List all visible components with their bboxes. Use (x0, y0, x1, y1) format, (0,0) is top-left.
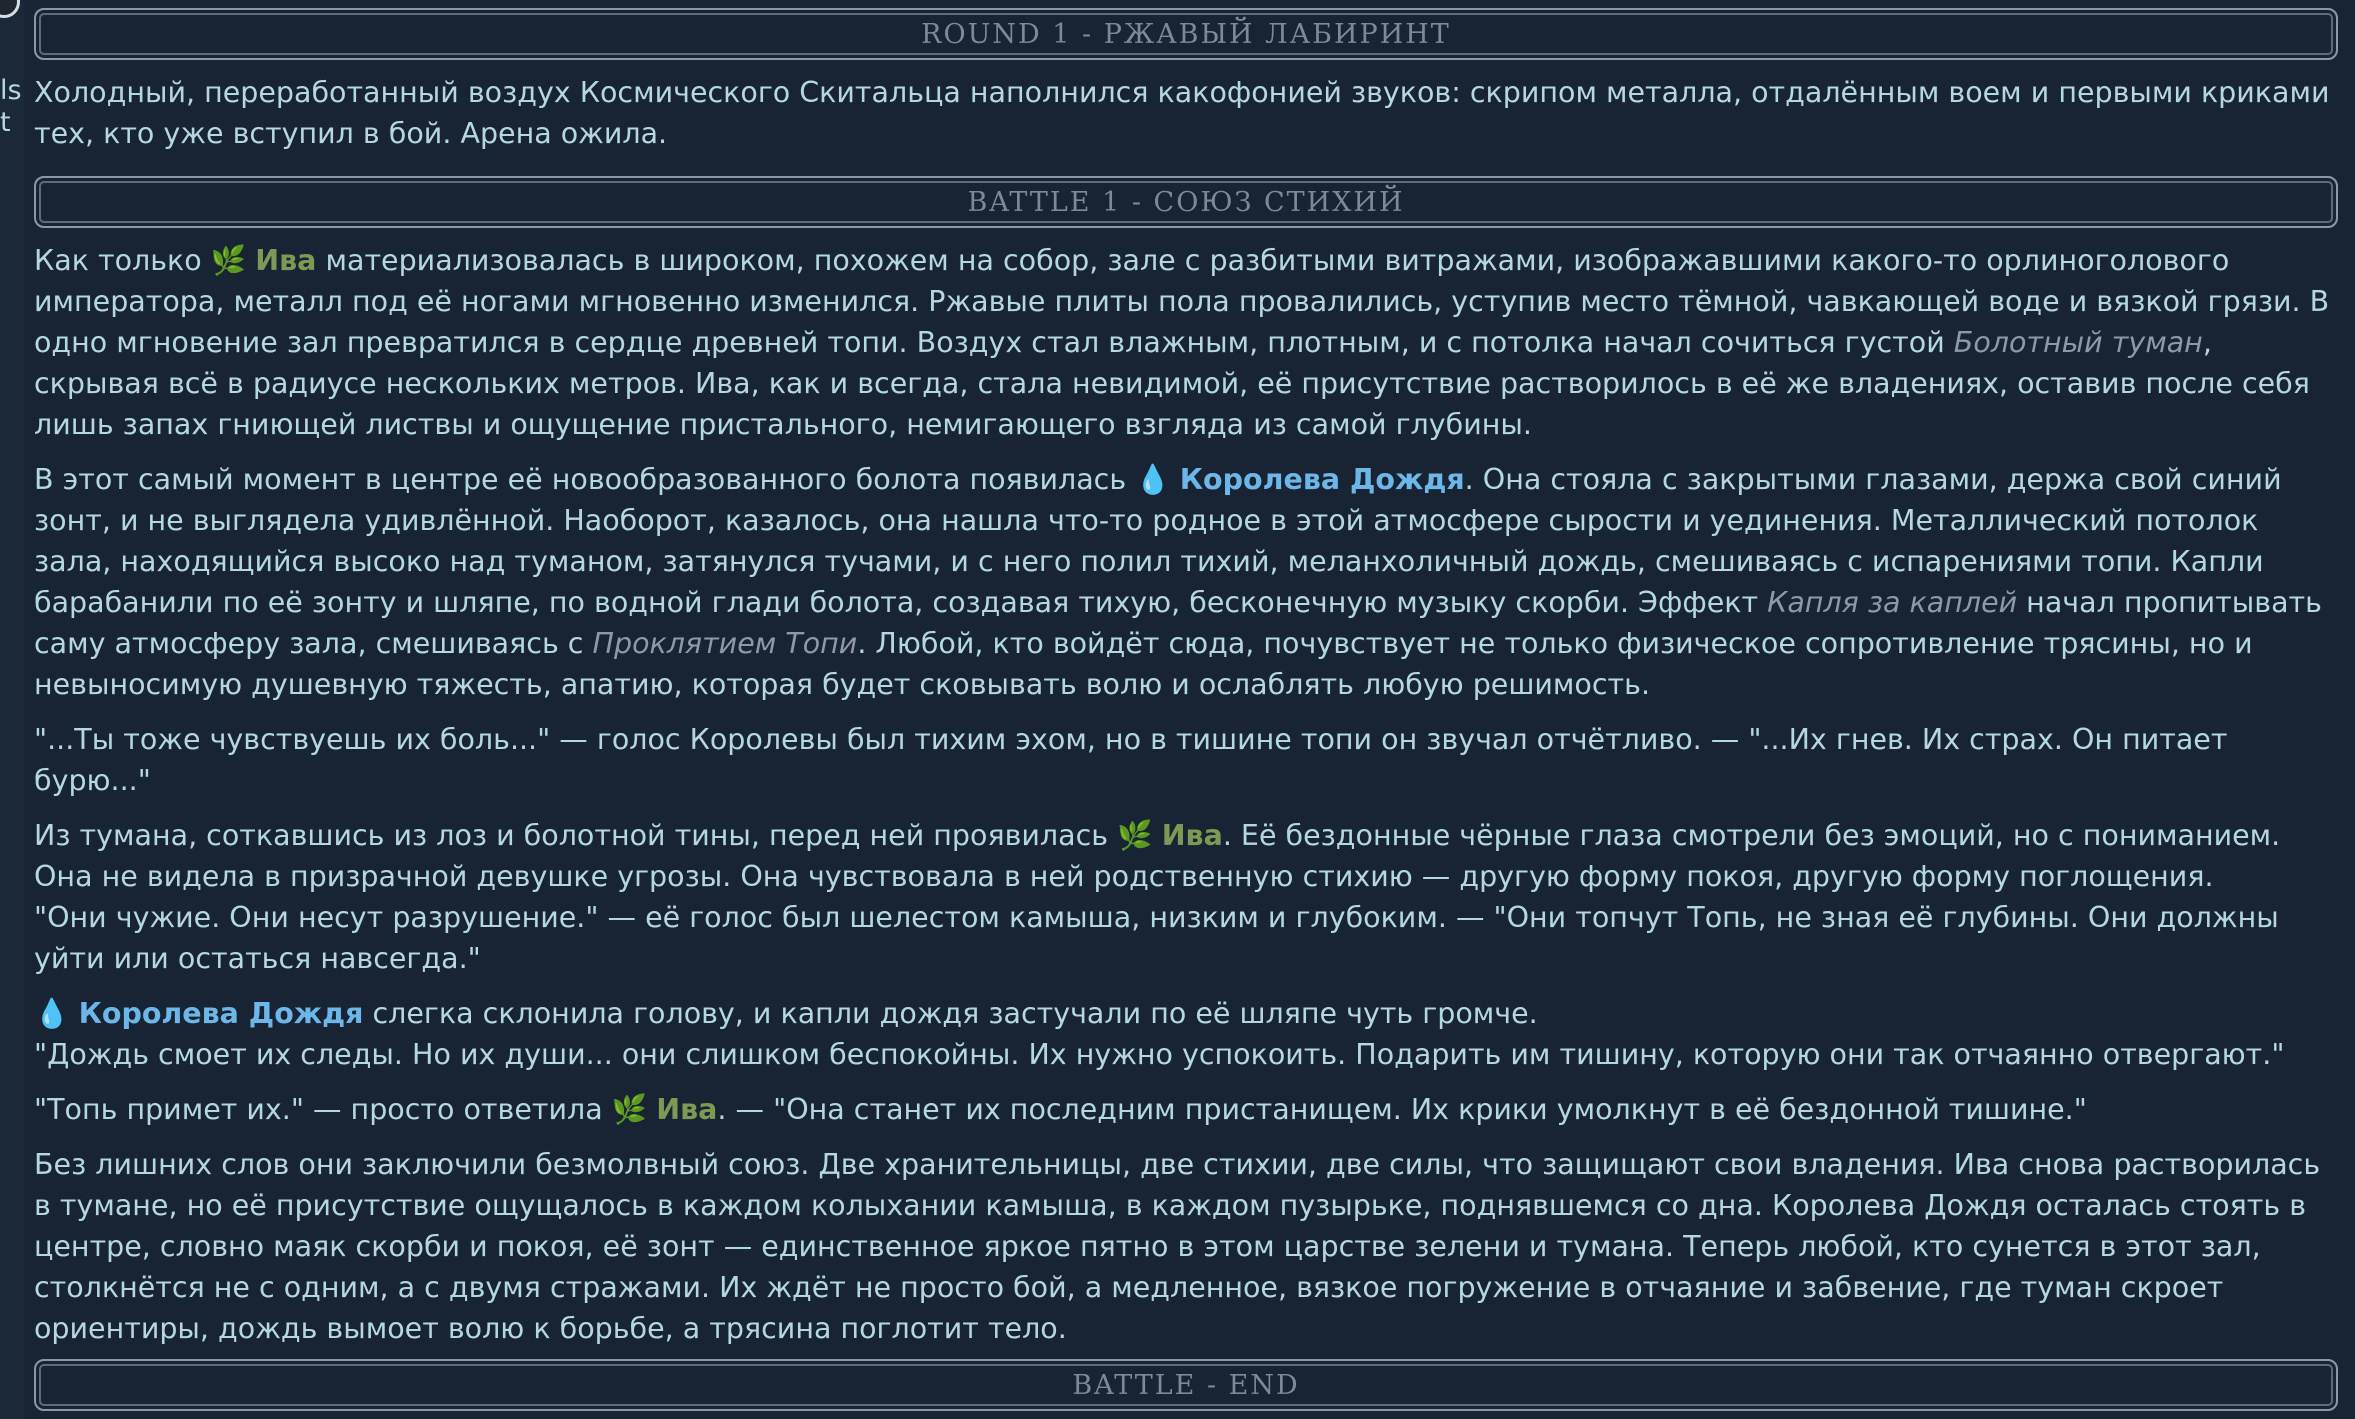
leaf-icon: 🌿 (210, 244, 247, 277)
hero-name-willow[interactable]: Ива (1161, 819, 1223, 852)
text-span: Из тумана, соткавшись из лоз и болотной тины, перед ней проявилась (34, 819, 1118, 852)
battle-end-banner: BATTLE - END (34, 1359, 2338, 1411)
left-text-fragment: ls (0, 75, 22, 106)
text-span: . Её бездонные чёрные глаза смотрели без эмоций, но с пониманием. Она не видела в призрачной девушке угрозы. Она чувствовала в ней родственную стихию — другую форму покоя, другую форму поглощения. (34, 819, 2281, 893)
effect-swamp-fog[interactable]: Болотный туман (1953, 326, 2203, 359)
text-span: Как только (34, 244, 211, 277)
text-span: материализовалась в широком, похожем на собор, зале с разбитыми витражами, изображавшими какого-то орлиноголового императора, металл под её ногами мгновенно изменился. Ржавые плиты пола провалились, уступив место тёмной, чавкающей воде и вязкой грязи. В одно мгновение зал превратился в сердце древней топи. Воздух стал влажным, плотным, и с потолка начал сочиться густой (34, 244, 2330, 359)
battle-log (34, 8, 2338, 1419)
hero-name-willow[interactable]: Ива (656, 1093, 718, 1126)
left-text-fragment: t (0, 107, 11, 138)
paragraph-1 (34, 240, 2338, 445)
raindrop-icon: 💧 (34, 997, 70, 1030)
paragraph-3: "...Ты тоже чувствуешь их боль..." — голос Королевы был тихим эхом, но в тишине топи он звучал отчётливо. — "...Их гнев. Их страх. Он питает бурю..." (34, 723, 2228, 797)
raindrop-icon: 💧 (1135, 463, 1171, 496)
round-banner: ROUND 1 - РЖАВЫЙ ЛАБИРИНТ (34, 8, 2338, 60)
hero-name-willow[interactable]: Ива (255, 244, 317, 277)
text-span: . Она стояла с закрытыми глазами, держа свой синий зонт, и не выглядела удивлённой. Наоборот, казалось, она нашла что-то родное в этой атмосфере сырости и уединения. Металлический потолок зала, находящийся высоко над туманом, затянулся тучами, и с него полил тихий, меланхоличный дождь, смешиваясь с испарениями топи. Капли барабанили по её зонту и шляпе, по водной глади болота, создавая тихую, бесконечную музыку скорби. Эффект (34, 463, 2282, 619)
text-span: , скрывая всё в радиусе нескольких метров. Ива, как и всегда, стала невидимой, её присутствие растворилось в её же владениях, оставив после себя лишь запах гниющей листвы и ощущение пристального, немигающего взгляда из самой глубины. (34, 326, 2310, 441)
text-span: слегка склонила голову, и капли дождя застучали по её шляпе чуть громче. (363, 997, 1538, 1030)
intro-paragraph: Холодный, переработанный воздух Космического Скитальца наполнился какофонией звуков: скрипом металла, отдалённым воем и первыми криками тех, кто уже вступил в бой. Арена ожила. (34, 76, 2330, 150)
text-span: . Любой, кто войдёт сюда, почувствует не только физическое сопротивление трясины, но и невыносимую душевную тяжесть, апатию, которая будет сковывать волю и ослаблять любую решимость. (34, 627, 2253, 701)
hero-name-rain-queen[interactable]: Королева Дождя (78, 997, 364, 1030)
effect-drop-by-drop[interactable]: Капля за каплей (1767, 586, 2018, 619)
text-span: "Они чужие. Они несут разрушение." — её голос был шелестом камыша, низким и глубоким. — "Они топчут Топь, не зная её глубины. Они должны уйти или остаться навсегда." (34, 901, 2279, 975)
paragraph-5 (34, 993, 2338, 1075)
left-panel-edge (0, 0, 24, 1419)
text-span: . — "Она станет их последним пристанищем. Их крики умолкнут в её бездонной тишине." (717, 1093, 2087, 1126)
avatar-knob[interactable] (0, 0, 20, 18)
text-span: "Дождь смоет их следы. Но их души... они слишком беспокойны. Их нужно успокоить. Подарить им тишину, которую они так отчаянно отвергают." (34, 1038, 2285, 1071)
paragraph-4 (34, 815, 2338, 979)
hero-name-rain-queen[interactable]: Королева Дождя (1179, 463, 1465, 496)
text-span: "Топь примет их." — просто ответила (34, 1093, 612, 1126)
leaf-icon: 🌿 (1117, 819, 1153, 852)
effect-swamp-curse[interactable]: Проклятием Топи (592, 627, 858, 660)
paragraph-6 (34, 1089, 2338, 1130)
battle-banner: BATTLE 1 - СОЮЗ СТИХИЙ (34, 176, 2338, 228)
leaf-icon: 🌿 (611, 1093, 648, 1126)
text-span: начал пропитывать саму атмосферу зала, смешиваясь с (34, 586, 2322, 660)
paragraph-2 (34, 459, 2338, 705)
paragraph-7: Без лишних слов они заключили безмолвный союз. Две хранительницы, две стихии, две силы, что защищают свои владения. Ива снова растворилась в тумане, но её присутствие ощущалось в каждом колыхании камыша, в каждом пузырьке, поднявшемся со дна. Королева Дождя осталась стоять в центре, словно маяк скорби и покоя, её зонт — единственное яркое пятно в этом царстве зелени и тумана. Теперь любой, кто сунется в этот зал, столкнётся не с одним, а с двумя стражами. Их ждёт не просто бой, а медленное, вязкое погружение в отчаяние и забвение, где туман скроет ориентиры, дождь вымоет волю к борьбе, а трясина поглотит тело. (34, 1148, 2321, 1345)
text-span: В этот самый момент в центре её новообразованного болота появилась (34, 463, 1136, 496)
